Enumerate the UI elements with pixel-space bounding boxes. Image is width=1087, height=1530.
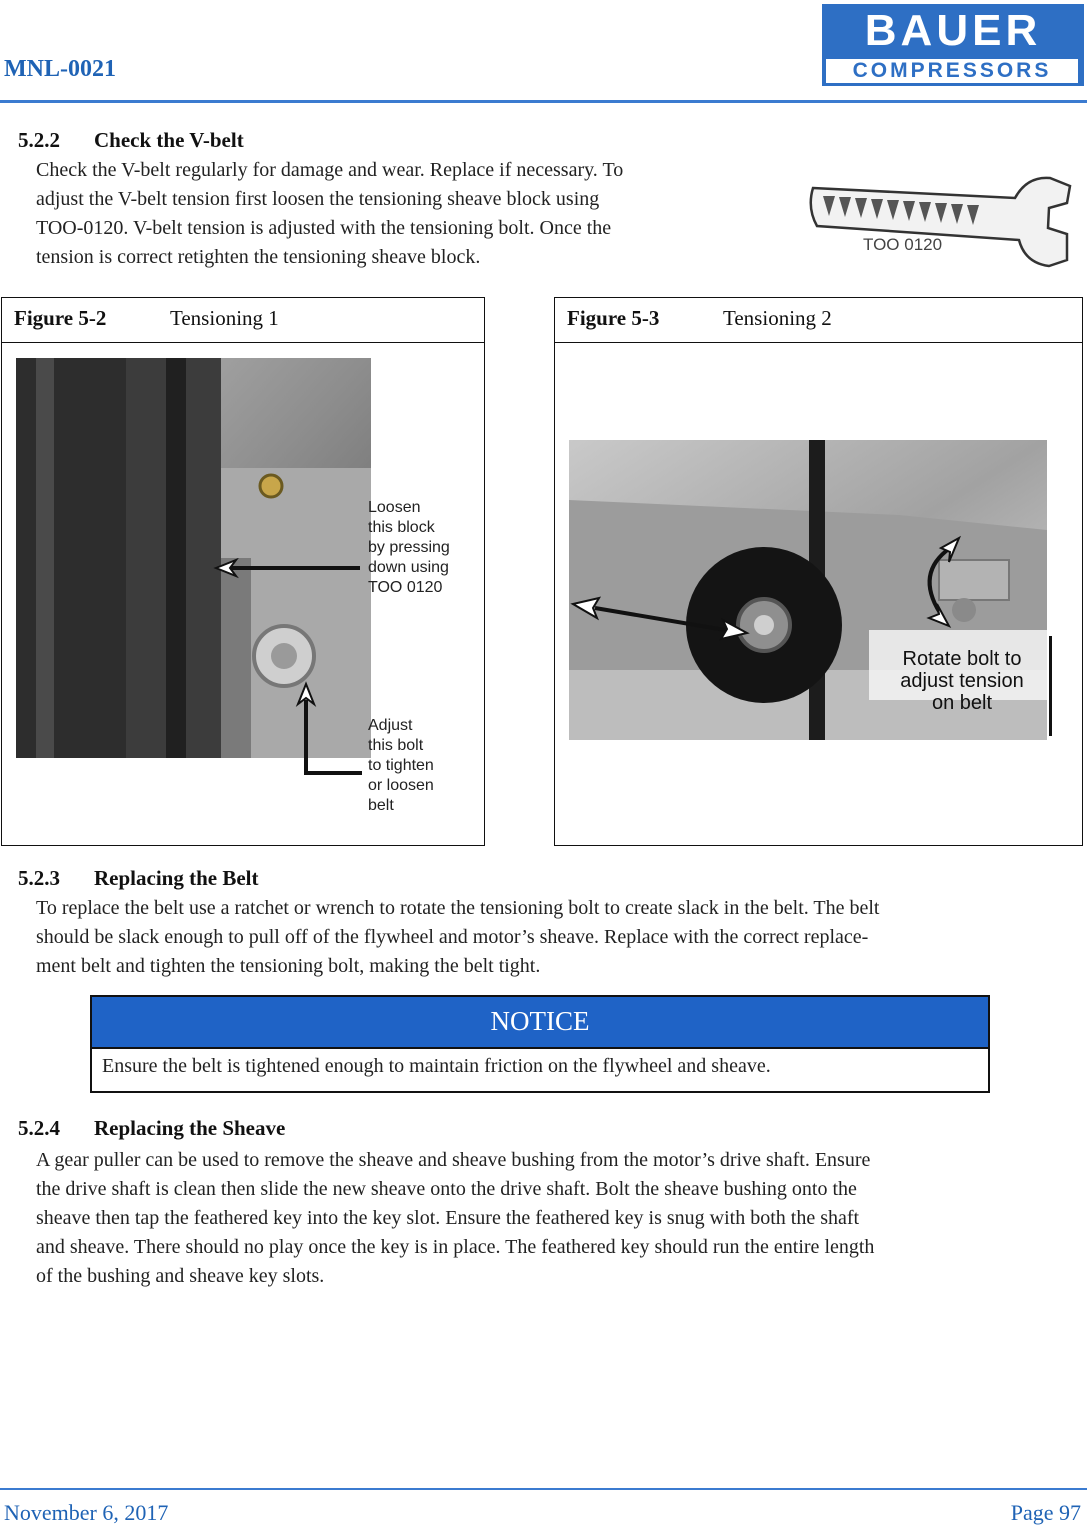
figure-label: Figure 5-2 xyxy=(14,306,107,330)
figure-caption: Tensioning 1 xyxy=(170,306,279,330)
section-number: 5.2.2 xyxy=(18,128,60,152)
section-title: Check the V-belt xyxy=(94,128,244,152)
section-number: 5.2.3 xyxy=(18,866,60,890)
header-rule xyxy=(0,100,1087,103)
section-number: 5.2.4 xyxy=(18,1116,60,1140)
callout-line: Rotate bolt to xyxy=(902,648,1022,670)
callout-line: belt xyxy=(368,797,394,814)
document-id: MNL-0021 xyxy=(4,56,116,82)
notice-box xyxy=(90,995,990,1093)
callout-line: or loosen xyxy=(368,777,434,794)
callout-bar xyxy=(1049,636,1052,736)
body-line: sheave then tap the feathered key into the key slot. Ensure the feathered key is snug with both the shaft xyxy=(36,1207,860,1229)
figure-header xyxy=(2,298,484,343)
figure-5-2 xyxy=(1,297,485,846)
figure-5-3 xyxy=(554,297,1083,846)
callout-line: by pressing xyxy=(368,539,450,556)
callout-line: this bolt xyxy=(368,737,424,754)
callout-rotate-bolt xyxy=(877,648,1047,714)
body-line: tension is correct retighten the tensioning sheave block. xyxy=(36,246,481,268)
footer-rule xyxy=(0,1488,1087,1490)
wrench-tool-illustration xyxy=(805,168,1075,273)
body-line: of the bushing and sheave key slots. xyxy=(36,1265,325,1287)
callout-line: down using xyxy=(368,559,449,576)
section-heading-5-2-2 xyxy=(18,128,244,153)
section-body-5-2-2 xyxy=(36,156,796,272)
section-body-5-2-4 xyxy=(36,1146,1081,1291)
callout-line: this block xyxy=(368,519,435,536)
tool-label: TOO 0120 xyxy=(863,235,943,254)
callout-loosen-block xyxy=(368,498,450,598)
figure-label: Figure 5-3 xyxy=(567,306,660,330)
section-heading-5-2-4 xyxy=(18,1116,285,1141)
page-number: Page 97 xyxy=(1010,1500,1081,1525)
section-title: Replacing the Belt xyxy=(94,866,259,890)
body-line: Check the V-belt regularly for damage and wear. Replace if necessary. To xyxy=(36,159,624,181)
callout-line: Loosen xyxy=(368,499,421,516)
section-body-5-2-3 xyxy=(36,894,1081,981)
body-line: should be slack enough to pull off of the flywheel and motor’s sheave. Replace with the correct replace- xyxy=(36,926,869,948)
footer-date: November 6, 2017 xyxy=(4,1500,169,1525)
callout-line: adjust tension xyxy=(900,670,1024,692)
body-line: the drive shaft is clean then slide the new sheave onto the drive shaft. Bolt the sheave bushing onto the xyxy=(36,1178,857,1200)
callout-arrows-fig-5-2 xyxy=(202,558,372,788)
notice-heading: NOTICE xyxy=(92,997,988,1049)
figure-caption: Tensioning 2 xyxy=(723,306,832,330)
body-line: To replace the belt use a ratchet or wrench to rotate the tensioning bolt to create slack in the belt. The belt xyxy=(36,897,880,919)
callout-line: on belt xyxy=(931,692,993,714)
logo-subtitle: COMPRESSORS xyxy=(826,59,1078,83)
body-line: and sheave. There should no play once the key is in place. The feathered key should run the entire length xyxy=(36,1236,875,1258)
body-line: ment belt and tighten the tensioning bolt, making the belt tight. xyxy=(36,955,541,977)
callout-line: to tighten xyxy=(368,757,434,774)
callout-adjust-bolt xyxy=(368,716,434,816)
logo-brand-text: BAUER xyxy=(864,6,1042,55)
body-line: A gear puller can be used to remove the sheave and sheave bushing from the motor’s drive shaft. Ensure xyxy=(36,1149,871,1171)
section-heading-5-2-3 xyxy=(18,866,258,891)
figure-header xyxy=(555,298,1082,343)
body-line: adjust the V-belt tension first loosen the tensioning sheave block using xyxy=(36,188,600,210)
body-line: TOO-0120. V-belt tension is adjusted with the tensioning bolt. Once the xyxy=(36,217,612,239)
callout-line: TOO 0120 xyxy=(368,579,443,596)
notice-text: Ensure the belt is tightened enough to maintain friction on the flywheel and sheave. xyxy=(102,1055,771,1077)
callout-line: Adjust xyxy=(368,717,413,734)
section-title: Replacing the Sheave xyxy=(94,1116,286,1140)
callout-arrows-fig-5-3 xyxy=(565,518,985,658)
bauer-logo xyxy=(822,4,1084,86)
